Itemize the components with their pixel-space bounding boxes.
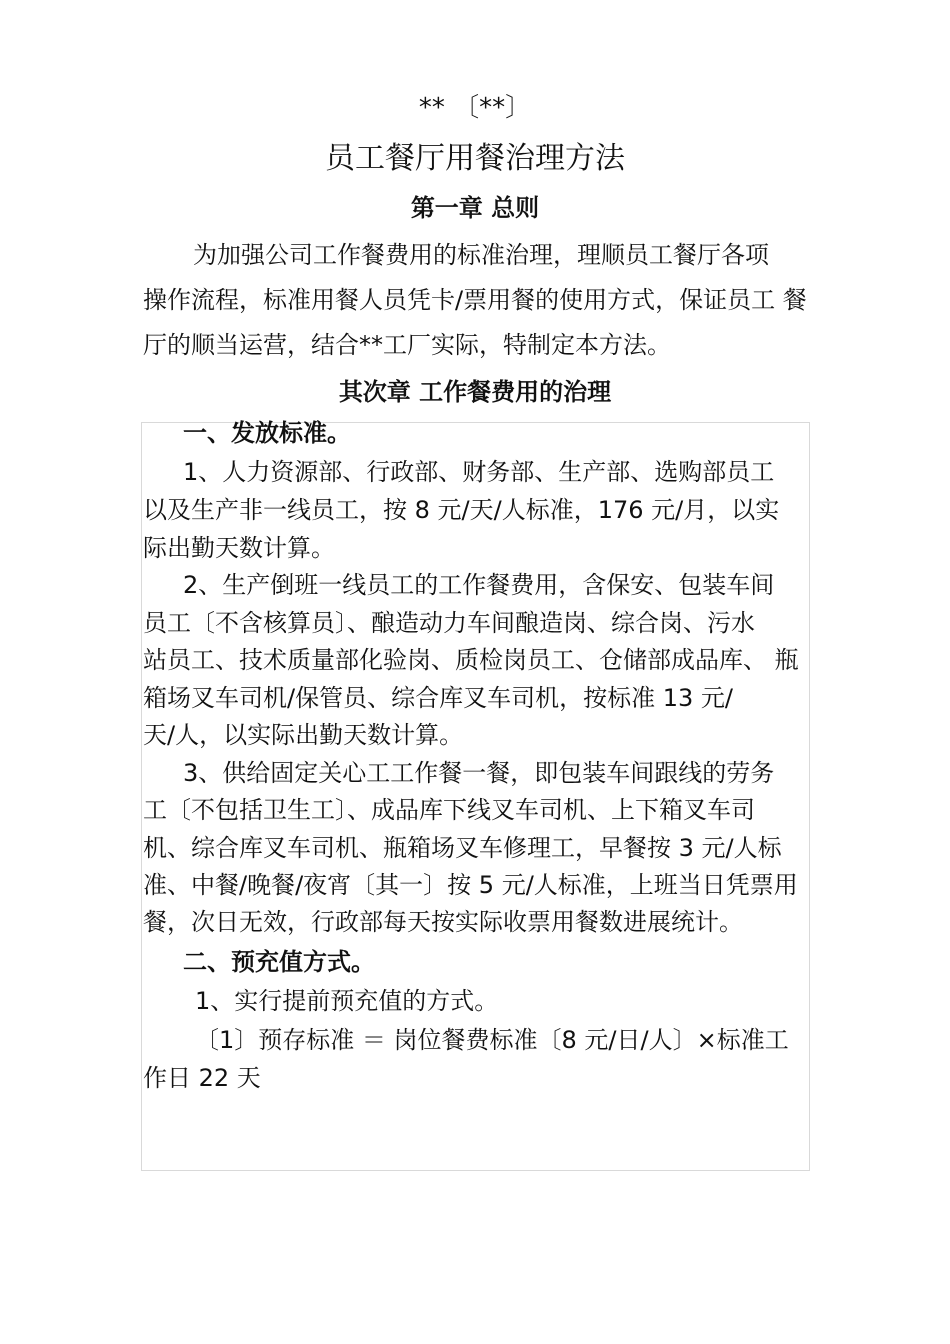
section2-item-1: 1、实行提前预充值的方式。 (195, 987, 499, 1015)
item2-line-5: 天/人，以实际出勤天数计算。 (143, 721, 464, 749)
header-code: ** 〔**〕 (418, 93, 532, 123)
item1-line-2: 以及生产非一线员工，按 8 元/天/人标准，176 元/月，以实 (143, 496, 780, 524)
item3-line-2: 工〔不包括卫生工〕、成品库下线叉车司机、上下箱叉车司 (143, 796, 755, 824)
item2-line-1: 2、生产倒班一线员工的工作餐费用，含保安、包装车间 (183, 571, 775, 599)
item1-line-3: 际出勤天数计算。 (143, 534, 335, 562)
intro-line-2: 操作流程，标准用餐人员凭卡/票用餐的使用方式，保证员工 餐 (143, 286, 807, 314)
formula-line-1: 〔1〕预存标准 ＝ 岗位餐费标准〔8 元/日/人〕×标准工 (195, 1026, 789, 1054)
item2-line-4: 箱场叉车司机/保管员、综合库叉车司机，按标准 13 元/ (143, 684, 733, 712)
item3-line-4: 准、中餐/晚餐/夜宵〔其一〕按 5 元/人标准，上班当日凭票用 (143, 871, 798, 899)
item3-line-3: 机、综合库叉车司机、瓶箱场叉车修理工，早餐按 3 元/人标 (143, 834, 782, 862)
intro-line-3: 厅的顺当运营，结合**工厂实际，特制定本方法。 (143, 331, 671, 359)
section-1-title: 一、发放标准。 (183, 419, 351, 447)
chapter-2-heading: 其次章 工作餐费用的治理 (338, 378, 612, 406)
chapter-1-heading: 第一章 总则 (410, 194, 540, 222)
item2-line-2: 员工〔不含核算员〕、酿造动力车间酿造岗、综合岗、污水 (143, 609, 755, 637)
item1-line-1: 1、人力资源部、行政部、财务部、生产部、选购部员工 (183, 458, 775, 486)
item2-line-3: 站员工、技术质量部化验岗、质检岗员工、仓储部成品库、 瓶 (143, 646, 799, 674)
section-2-title: 二、预充值方式。 (183, 948, 375, 976)
item3-line-1: 3、供给固定关心工工作餐一餐，即包装车间跟线的劳务 (183, 759, 775, 787)
formula-line-2: 作日 22 天 (143, 1064, 261, 1092)
intro-line-1: 为加强公司工作餐费用的标准治理，理顺员工餐厅各项 (193, 241, 769, 269)
item3-line-5: 餐，次日无效，行政部每天按实际收票用餐数进展统计。 (143, 908, 743, 936)
page-title: 员工餐厅用餐治理方法 (325, 141, 625, 176)
